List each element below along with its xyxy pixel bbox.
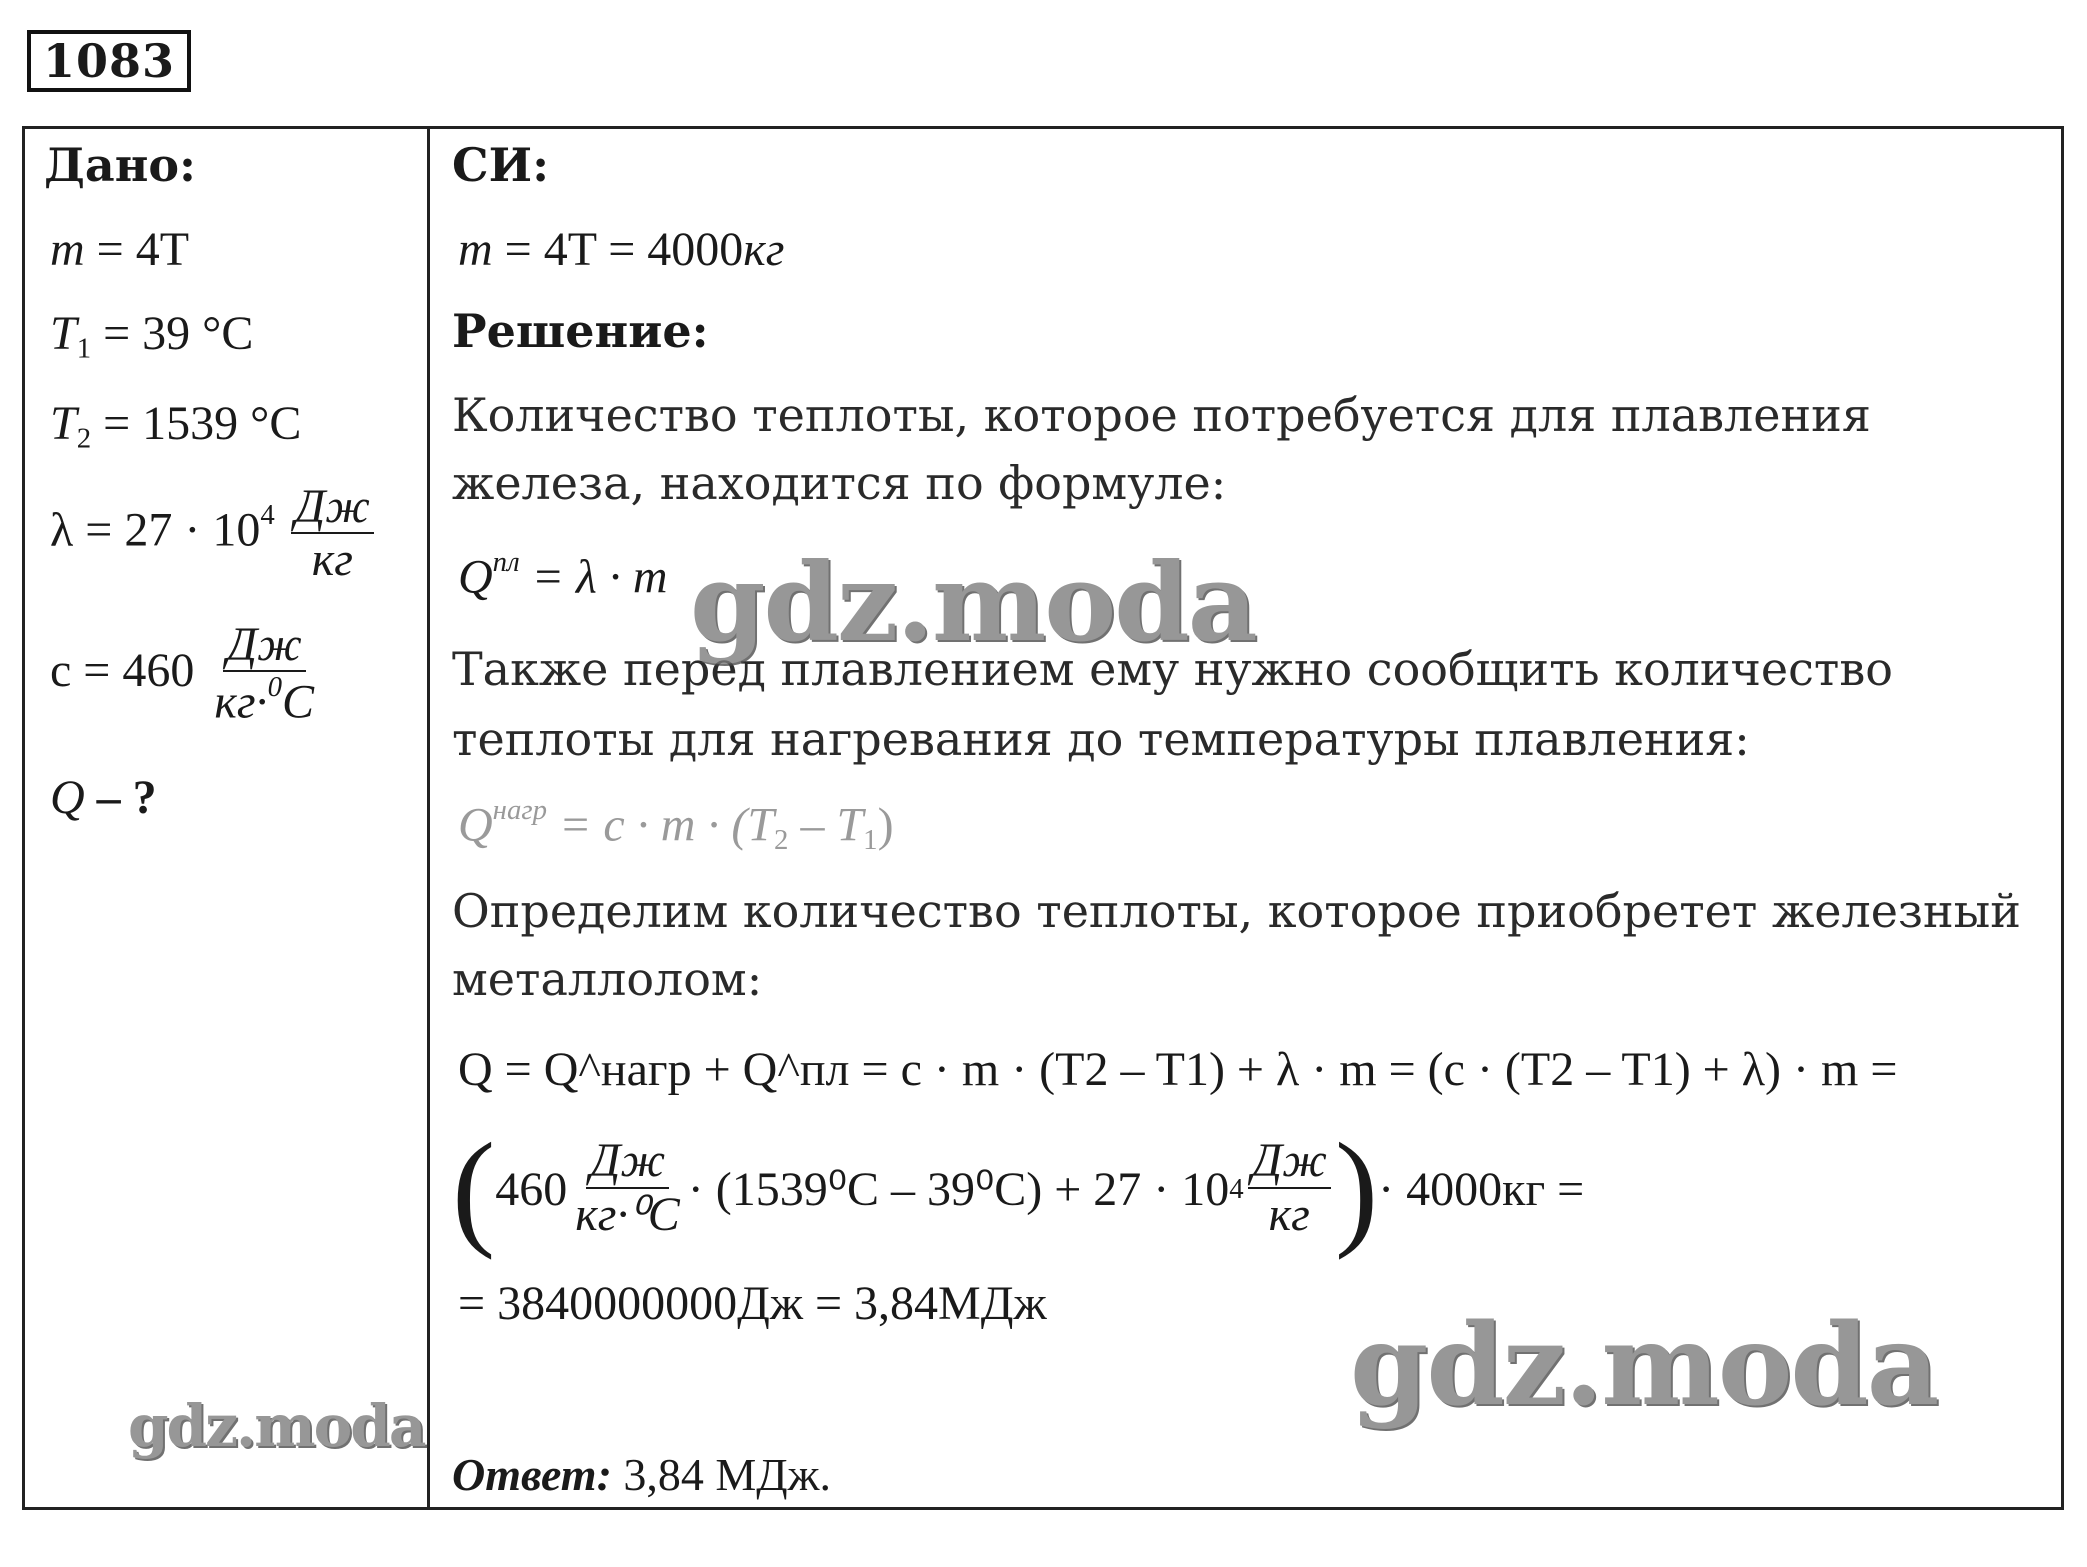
solution-text-2a: Также перед плавлением ему нужно сообщить количество — [452, 642, 1893, 696]
si-header: СИ: — [452, 138, 550, 192]
task-number: 1083 — [27, 30, 191, 92]
solution-text-2b: теплоты для нагревания до температуры плавления: — [452, 712, 1750, 766]
formula-result: = 3840000000Дж = 3,84МДж — [458, 1277, 1047, 1330]
watermark-left: gdz.moda — [128, 1392, 425, 1460]
watermark-bottom: gdz.moda — [1350, 1300, 1938, 1431]
given-find: Q – ? — [50, 771, 157, 824]
solution-text-1b: железа, находится по формуле: — [452, 456, 1227, 510]
solution-text-3b: металлолом: — [452, 952, 763, 1006]
watermark-top: gdz.moda — [690, 540, 1256, 666]
solution-header: Решение: — [452, 304, 709, 358]
formula-melting: $Q^{пл} = \lambda \cdot m$ — [458, 546, 668, 604]
solution-text-1a: Количество теплоты, которое потребуется для плавления — [452, 388, 1871, 442]
given-t2: $T_2 = 1539$ °C — [50, 397, 302, 455]
column-divider — [427, 126, 430, 1510]
formula-heating: $Q^{нагр} = c \cdot m \cdot (T_2 - T_1)$ — [458, 794, 894, 857]
si-mass: m = 4T = 4000кг — [458, 223, 785, 276]
answer-line: Ответ: 3,84 МДж. — [452, 1449, 831, 1500]
given-t1: $T_1 = 39$ °C — [50, 307, 254, 365]
formula-total: Q = Q^нагр + Q^пл = c · m · (T2 – T1) + λ · m = (c · (T2 – T1) + λ) · m = — [458, 1043, 1898, 1096]
given-header: Дано: — [44, 138, 197, 192]
given-mass: m = 4T — [50, 223, 190, 276]
formula-substitution: ( 460 $\frac{Дж}{\text{кг·⁰C}}$ · (1539⁰C – 39⁰C) + 27 · 10 4 $\frac{Дж}{кг}$ ) · 4000кг = — [452, 1117, 1585, 1261]
solution-text-3a: Определим количество теплоты, которое приобретет железный — [452, 884, 2021, 938]
given-c: c = 460 $\frac{Дж}{кг\cdot^0C}$ — [50, 618, 314, 729]
given-lambda: $\lambda = 27 \cdot 10^4$ $\frac{Дж}{кг}$ — [50, 482, 378, 587]
